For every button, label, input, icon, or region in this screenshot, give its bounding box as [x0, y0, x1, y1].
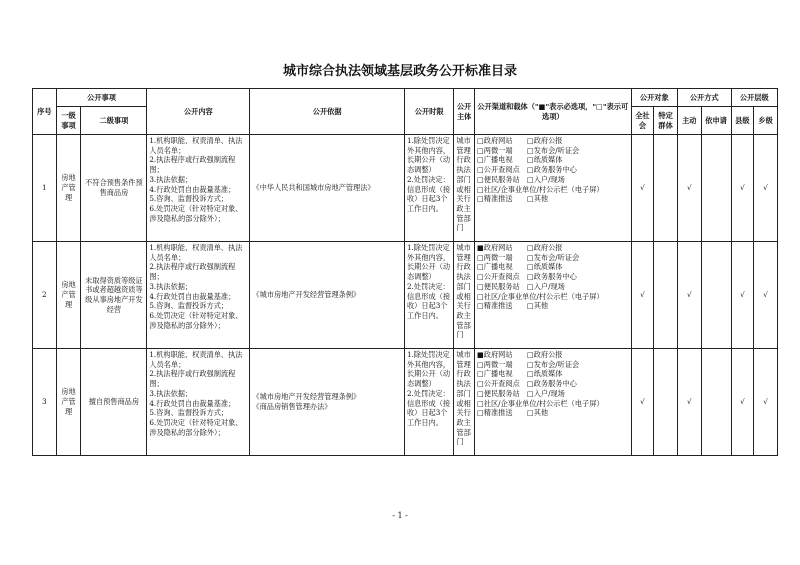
header-time: 公开时限	[404, 89, 453, 135]
row-target-all: √	[631, 135, 654, 242]
disclosure-table	[32, 88, 778, 456]
row-level2: 未取得资质等级证书或者超越资质等级从事房地产开发经营	[81, 242, 147, 349]
page-title: 城市综合执法领域基层政务公开标准目录	[282, 64, 517, 79]
row-method-active: √	[677, 135, 701, 242]
header-level-county: 县级	[731, 107, 754, 135]
header-basis: 公开依据	[250, 89, 405, 135]
row-basis: 《城市房地产开发经营管理条例》	[250, 242, 405, 349]
row-content: 1.机构职能、权责清单、执法人员名单； 2.执法程序或行政强制流程图； 3.执法依据； 4.行政处罚自由裁量基准； 5.咨询、监督投诉方式； 6.处罚决定（针对特定对象、涉及隐私的部分除外）；	[147, 242, 250, 349]
row-method-apply	[701, 242, 731, 349]
header-level1: 一级事项	[56, 107, 81, 135]
header-target: 公开对象	[631, 89, 677, 107]
row-method-apply	[701, 349, 731, 456]
row-seq: 2	[33, 242, 57, 349]
row-channel: ■政府网站 □政府公报 □两微一端 □发布会/听证会 □广播电视 □纸质媒体 □公开查阅点 □政务服务中心 □便民服务站 □入户/现场 □社区/企事业单位/村公示栏（电子屏） □精准推送 □其他	[474, 349, 631, 456]
row-subject: 城市管理行政执法部门或相关行政主管部门	[454, 349, 475, 456]
row-level-county: √	[731, 349, 754, 456]
row-target-specific	[654, 242, 678, 349]
row-level2: 擅自预售商品房	[81, 349, 147, 456]
header-method-active: 主动	[677, 107, 701, 135]
row-level1: 房地产管理	[56, 242, 81, 349]
row-method-active: √	[677, 349, 701, 456]
row-basis: 《城市房地产开发经营管理条例》 《商品房销售管理办法》	[250, 349, 405, 456]
row-time: 1.除处罚决定外其他内容，长期公开（动态调整） 2.处罚决定：信息形成（接收）日起3个工作日内。	[404, 349, 453, 456]
row-method-apply	[701, 135, 731, 242]
header-target-all: 全社会	[631, 107, 654, 135]
row-level-township: √	[754, 242, 778, 349]
row-seq: 1	[33, 135, 57, 242]
row-basis: 《中华人民共和国城市房地产管理法》	[250, 135, 405, 242]
row-channel: ■政府网站 □政府公报 □两微一端 □发布会/听证会 □广播电视 □纸质媒体 □公开查阅点 □政务服务中心 □便民服务站 □入户/现场 □社区/企事业单位/村公示栏（电子屏） □精准推送 □其他	[474, 242, 631, 349]
row-level-county: √	[731, 135, 754, 242]
header-channel: 公开渠道和载体（"■"表示必选项，"□"表示可选项）	[474, 89, 631, 135]
row-method-active: √	[677, 242, 701, 349]
row-subject: 城市管理行政执法部门或相关行政主管部门	[454, 135, 475, 242]
row-channel: □政府网站 □政府公报 □两微一端 □发布会/听证会 □广播电视 □纸质媒体 □公开查阅点 □政务服务中心 □便民服务站 □入户/现场 □社区/企事业单位/村公示栏（电子屏） □精准推送 □其他	[474, 135, 631, 242]
row-content: 1.机构职能、权责清单、执法人员名单； 2.执法程序或行政强制流程图； 3.执法依据； 4.行政处罚自由裁量基准； 5.咨询、监督投诉方式； 6.处罚决定（针对特定对象、涉及隐私的部分除外）；	[147, 349, 250, 456]
header-method: 公开方式	[677, 89, 731, 107]
row-seq: 3	[33, 349, 57, 456]
header-seq: 序号	[33, 89, 57, 135]
page-number: - 1 -	[392, 511, 408, 520]
table-row	[33, 135, 778, 242]
row-level2: 不符合预售条件预售商品房	[81, 135, 147, 242]
header-level: 公开层级	[731, 89, 777, 107]
row-level-township: √	[754, 135, 778, 242]
row-level1: 房地产管理	[56, 135, 81, 242]
table-row	[33, 242, 778, 349]
row-level1: 房地产管理	[56, 349, 81, 456]
row-time: 1.除处罚决定外其他内容，长期公开（动态调整） 2.处罚决定：信息形成（接收）日起3个工作日内。	[404, 242, 453, 349]
header-method-apply: 依申请	[701, 107, 731, 135]
header-level-township: 乡级	[754, 107, 778, 135]
header-target-specific: 特定群体	[654, 107, 678, 135]
header-matter: 公开事项	[56, 89, 147, 107]
row-content: 1.机构职能、权责清单、执法人员名单； 2.执法程序或行政强制流程图； 3.执法依据； 4.行政处罚自由裁量基准； 5.咨询、监督投诉方式； 6.处罚决定（针对特定对象、涉及隐私的部分除外）；	[147, 135, 250, 242]
row-target-all: √	[631, 242, 654, 349]
row-time: 1.除处罚决定外其他内容，长期公开（动态调整） 2.处罚决定：信息形成（接收）日起3个工作日内。	[404, 135, 453, 242]
row-level-county: √	[731, 242, 754, 349]
table-row	[33, 349, 778, 456]
header-subject: 公开主体	[454, 89, 475, 135]
row-target-all: √	[631, 349, 654, 456]
row-subject: 城市管理行政执法部门或相关行政主管部门	[454, 242, 475, 349]
row-target-specific	[654, 135, 678, 242]
header-level2: 二级事项	[81, 107, 147, 135]
row-target-specific	[654, 349, 678, 456]
row-level-township: √	[754, 349, 778, 456]
header-content: 公开内容	[147, 89, 250, 135]
